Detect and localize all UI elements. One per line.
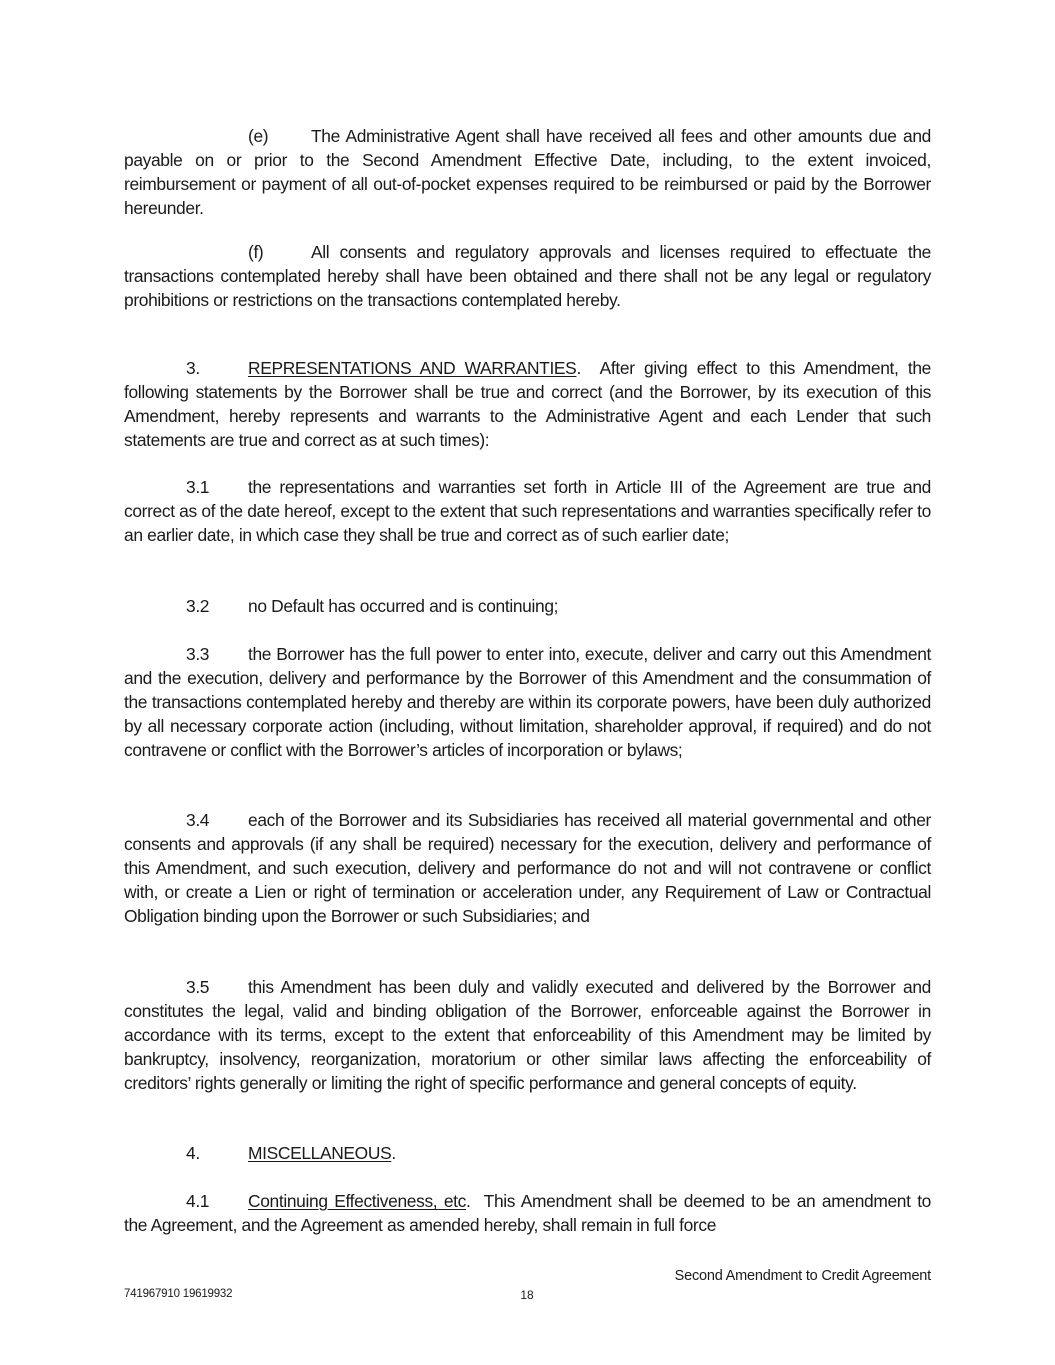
paragraph-text: All consents and regulatory approvals and licenses required to effectuate the transactions contemplated hereby shall have been obtained and there shall not be any legal or regulatory prohibitions or restrictions on the transactions contemplated hereby. [124,242,931,310]
heading-suffix: . [576,358,581,378]
section-3-4 [124,808,931,928]
heading-suffix: . [391,1143,396,1163]
section-number: 3.2 [186,596,210,616]
paragraph-text: After giving effect to this Amendment, the following statements by the Borrower shall be true and correct (and the Borrower, by its execution of this Amendment, hereby represents and warrants to the Administrative Agent and each Lender that such statements are true and correct as at such times): [124,358,931,450]
footer-document-title: Second Amendment to Credit Agreement [674,1268,931,1284]
paragraph-label: (f) [248,242,264,262]
paragraph-text: no Default has occurred and is continuing; [248,596,559,616]
section-3-1 [124,475,931,547]
section-3-2 [124,594,931,618]
footer-document-id: 741967910 19619932 [124,1288,233,1300]
section-number: 3. [186,358,200,378]
heading-suffix: . [466,1191,471,1211]
section-3-3 [124,642,931,762]
section-3-5 [124,975,931,1095]
section-4 [124,1141,931,1165]
section-number: 4. [186,1143,200,1163]
paragraph-text: This Amendment shall be deemed to be an amendment to the Agreement, and the Agreement as amended hereby, shall remain in full force [124,1191,931,1235]
footer-page-number: 18 [520,1288,534,1302]
section-heading: MISCELLANEOUS [248,1143,392,1163]
paragraph-e [124,124,931,220]
section-heading: Continuing Effectiveness, etc [248,1191,467,1211]
paragraph-text: the representations and warranties set forth in Article III of the Agreement are true and correct as of the date hereof, except to the extent that such representations and warranties specifically refer to an earlier date, in which case they shall be true and correct as of such earlier date; [124,477,931,545]
paragraph-label: (e) [248,126,269,146]
section-3 [124,356,931,452]
section-number: 3.5 [186,977,210,997]
section-4-1 [124,1189,931,1237]
paragraph-text: The Administrative Agent shall have received all fees and other amounts due and payable on or prior to the Second Amendment Effective Date, including, to the extent invoiced, reimbursement or payment of all out-of-pocket expenses required to be reimbursed or paid by the Borrower hereunder. [124,126,931,218]
paragraph-f [124,240,931,312]
section-number: 3.1 [186,477,210,497]
paragraph-text: this Amendment has been duly and validly executed and delivered by the Borrower and constitutes the legal, valid and binding obligation of the Borrower, enforceable against the Borrower in accordance with its terms, except to the extent that enforceability of this Amendment may be limited by bankruptcy, insolvency, reorganization, moratorium or other similar laws affecting the enforceability of creditors’ rights generally or limiting the right of specific performance and general concepts of equity. [124,977,931,1093]
section-number: 3.3 [186,644,210,664]
paragraph-text: the Borrower has the full power to enter into, execute, deliver and carry out this Amendment and the execution, delivery and performance by the Borrower of this Amendment and the consummation of the transactions contemplated hereby and thereby are within its corporate powers, have been duly authorized by all necessary corporate action (including, without limitation, shareholder approval, if required) and do not contravene or conflict with the Borrower’s articles of incorporation or bylaws; [124,644,931,760]
paragraph-text: each of the Borrower and its Subsidiaries has received all material governmental and other consents and approvals (if any shall be required) necessary for the execution, delivery and performance of this Amendment, and such execution, delivery and performance do not and will not contravene or conflict with, or create a Lien or right of termination or acceleration under, any Requirement of Law or Contractual Obligation binding upon the Borrower or such Subsidiaries; and [124,810,931,926]
section-number: 4.1 [186,1191,210,1211]
section-heading: REPRESENTATIONS AND WARRANTIES [248,358,577,378]
section-number: 3.4 [186,810,210,830]
